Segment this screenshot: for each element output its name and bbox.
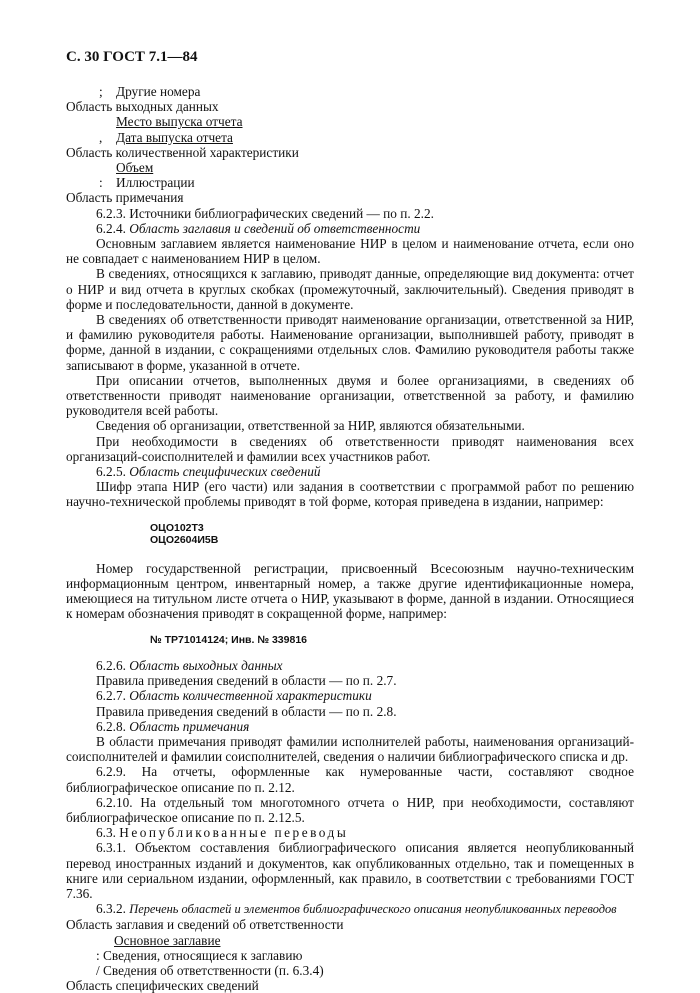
scheme-element-label: Иллюстрации (116, 175, 195, 191)
section-number: 6.2.6. (96, 658, 126, 673)
scheme2-specific-area: Область специфических сведений (66, 978, 259, 993)
scheme-element-label: Место выпуска отчета (116, 114, 243, 130)
section-title: Область примечания (129, 718, 250, 734)
scheme-element-label: Объем (116, 160, 154, 176)
paragraph: Номер государственной регистрации, присвоенный Всесоюзным научно-техническим информационным центром, инвентарный номер, а также другие идентификационные номера, имеющиеся на титульном листе отчета о НИР, указывают в форме, данной в издании. Относящиеся к номерам обозначения приводят в сокращенной форме, например: (66, 560, 634, 622)
section-6-2-10: 6.2.10. На отдельный том многотомного отчета о НИР, при необходимости, составляют библиографическое описание по п. 2.12.5. (66, 794, 634, 826)
scheme2-related: : Сведения, относящиеся к заглавию (96, 947, 303, 963)
section-number: 6.3. (96, 825, 116, 841)
section-number: 6.2.8. (96, 718, 126, 734)
scheme-illustrations (66, 175, 634, 190)
section-text: Источники библиографических сведений — по п. 2.2. (129, 205, 434, 221)
page-header: С. 30 ГОСТ 7.1—84 (66, 49, 198, 65)
scheme-element-label: Дата выпуска отчета (116, 129, 233, 145)
section-title: Перечень областей и элементов библиографического описания неопубликованных переводов (129, 902, 617, 917)
spacer (66, 622, 634, 634)
example-code: ОЦО102Т3 (150, 521, 204, 534)
section-6-2-5-heading (66, 464, 634, 479)
example-code: ОЦО2604И5В (150, 534, 219, 547)
scheme-output-area: Область выходных данных (66, 99, 219, 115)
section-title: Область специфических сведений (129, 464, 321, 480)
section-6-2-4-heading (66, 221, 634, 236)
section-6-3-2-heading (66, 901, 634, 917)
scheme-separator: ; (99, 84, 103, 99)
scheme-element-label: Другие номера (116, 84, 201, 99)
section-6-2-3 (66, 206, 634, 221)
scheme-place (66, 114, 634, 129)
section-number: 6.2.7. (96, 688, 126, 704)
scheme2-title-area: Область заглавия и сведений об ответственности (66, 917, 344, 933)
paragraph: В сведениях, относящихся к заглавию, приводят данные, определяющие вид документа: отчет о НИР и вид отчета в круглых скобках (промежуточный, заключительный). Сведения приводят в форме и последовательности, данной в документе. (66, 266, 634, 312)
page-content (66, 84, 634, 993)
scheme-other-numbers (66, 84, 634, 99)
scheme-element-label: Основное заглавие (114, 932, 221, 948)
paragraph: Основным заглавием является наименование НИР в целом и наименование отчета, если оно не совпадает с наименованием НИР в целом. (66, 236, 634, 267)
paragraph: Сведения об организации, ответственной за НИР, являются обязательными. (96, 418, 525, 434)
section-number: 6.2.5. (96, 464, 126, 480)
spacer (66, 547, 634, 561)
paragraph: Шифр этапа НИР (его части) или задания в соответствии с программой работ по решению научно-технической проблемы приводят в той форме, которая приведена в издании, например: (66, 479, 634, 510)
scheme-date (66, 130, 634, 145)
section-6-2-7-heading (66, 688, 634, 703)
scheme-quant-area: Область количественной характеристики (66, 144, 299, 160)
section-6-2-9: 6.2.9. На отчеты, оформленные как нумерованные части, составляют сводное библиографическое описание по п. 2.12. (66, 764, 634, 795)
example-code: № ТР71014124; Инв. № 339816 (150, 633, 308, 646)
paragraph: Правила приведения сведений в области — по п. 2.7. (96, 673, 397, 689)
scheme-separator: : (99, 175, 103, 191)
section-title: Область количественной характеристики (129, 688, 372, 704)
paragraph: В сведениях об ответственности приводят наименование организации, ответственной за НИР, и фамилию руководителя работы. Наименование организации, выполнившей работу, приводят в форме, данной в издании, с сокращениями отдельных слов. Фамилию руководителя работы также записывают в форме, указанной в отчете. (66, 312, 634, 373)
spacer (66, 510, 634, 522)
paragraph: Правила приведения сведений в области — по п. 2.8. (96, 703, 397, 719)
section-number: 6.3.2. (96, 901, 126, 917)
scheme-volume (66, 160, 634, 175)
section-number: 6.2.3. (96, 205, 126, 221)
scheme2-main-title (66, 933, 634, 948)
scheme2-responsibility: / Сведения об ответственности (п. 6.3.4) (96, 963, 324, 979)
paragraph: При описании отчетов, выполненных двумя и более организациями, в сведениях об ответственности приводят наименование организации, ответственной за работу, и фамилию руководителя всей работы. (66, 372, 634, 419)
paragraph: В области примечания приводят фамилии исполнителей работы, наименования организаций-соисполнителей и фамилии соисполнителей, сведения о наличии библиографического списка и др. (66, 734, 634, 765)
section-6-3-heading (66, 825, 634, 840)
spacer (66, 646, 634, 658)
section-title: Область заглавия и сведений об ответственности (129, 220, 421, 236)
scheme-separator: , (99, 129, 103, 145)
section-6-3-1: 6.3.1. Объектом составления библиографического описания является неопубликованный перевод иностранных изданий и документов, как опубликованных отдельно, так и помещенных в книге или сериальном издании, оформленный, как правило, в соответствии с требованиями ГОСТ 7.36. (66, 840, 634, 902)
section-title: Неопубликованные переводы (119, 825, 349, 841)
section-number: 6.2.4. (96, 220, 126, 236)
section-6-2-8-heading (66, 719, 634, 734)
scheme-note-area: Область примечания (66, 190, 184, 206)
paragraph: При необходимости в сведениях об ответственности приводят наименования всех организаций-соисполнителей и фамилии всех участников работ. (66, 433, 634, 464)
section-6-2-6-heading (66, 658, 634, 673)
section-title: Область выходных данных (129, 658, 283, 673)
